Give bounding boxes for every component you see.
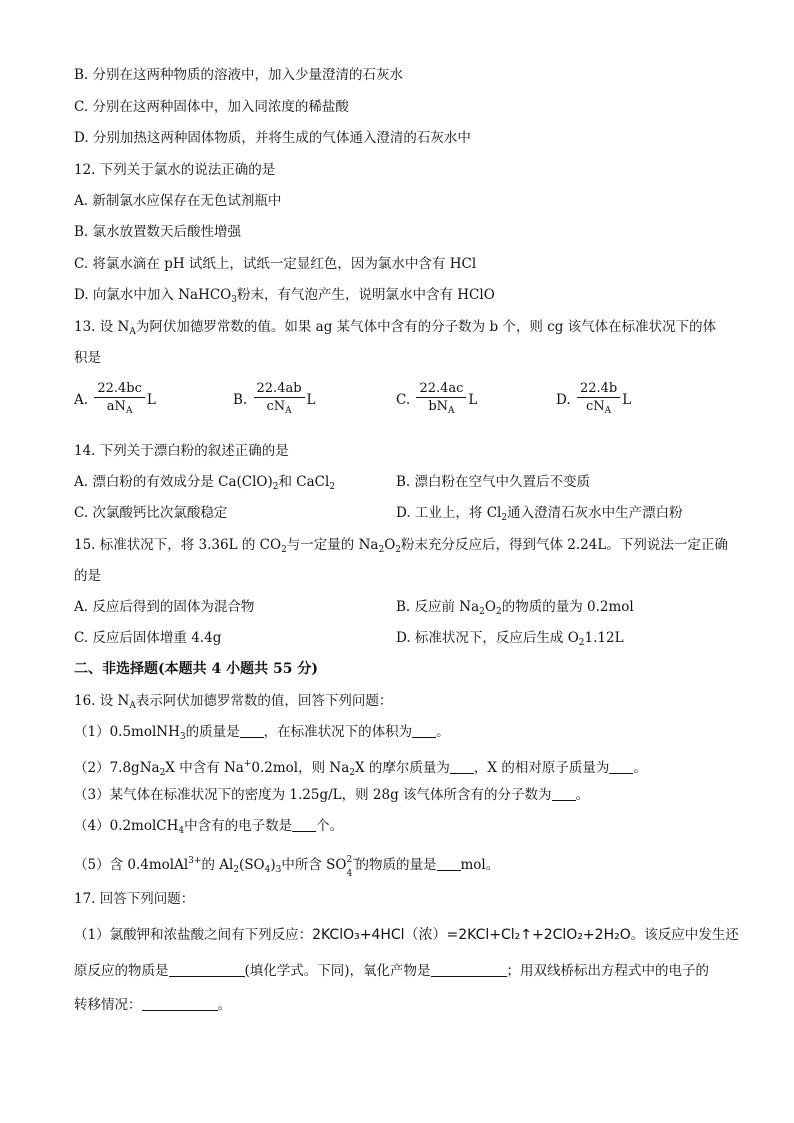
q13-stem-cont: 积是 xyxy=(74,350,101,366)
q13-option-d: D. $\frac{22.4b}{cN_A}$ L xyxy=(556,381,632,416)
q16-part-5: （5）含 0.4molAl$^{3+}$的 $Al_2(SO_4)_3$中所含 SO 2− 4 的物质的量是 mol。 xyxy=(74,854,500,879)
answer-blank[interactable] xyxy=(292,818,316,832)
q17-part-1-cont2: 转移情况： 。 xyxy=(74,997,231,1013)
q15-stem-cont: 的是 xyxy=(74,568,101,584)
q14-option-a: A. 漂白粉的有效成分是 $Ca(ClO)_2$和 CaCl$_2$ xyxy=(74,474,336,492)
q12-stem: 12. 下列关于氯水的说法正确的是 xyxy=(74,162,276,178)
q16-part-1: （1）0.5molNH$_3$的质量是 ，在标准状况下的体积为 。 xyxy=(74,724,450,742)
q15-option-d: D. 标准状况下，反应后生成 $O_21.12L$ xyxy=(396,630,624,648)
q16-part-3: （3）某气体在标准状况下的密度为 1.25g/L，则 28g 该气体所含有的分子数为 。 xyxy=(74,787,589,803)
q14-option-b: B. 漂白粉在空气中久置后不变质 xyxy=(396,474,591,490)
answer-blank[interactable] xyxy=(169,963,245,977)
q14-option-d: D. 工业上，将 $Cl_2$通入澄清石灰水中生产漂白粉 xyxy=(396,505,683,523)
q15-option-c: C. 反应后固体增重 4.4g xyxy=(74,630,222,646)
q11-option-b: B. 分别在这两种物质的溶液中，加入少量澄清的石灰水 xyxy=(74,67,404,83)
section-heading: 二、非选择题(本题共 4 小题共 55 分) xyxy=(74,661,318,677)
answer-blank[interactable] xyxy=(431,963,507,977)
q16-part-2: （2）7.8gNa$_2$X 中含有 Na+0.2mol，则 $Na_2X$ 的摩尔质量为 ，X 的相对原子质量为 。 xyxy=(74,759,647,778)
q11-option-d: D. 分别加热这两种固体物质，并将生成的气体通入澄清的石灰水中 xyxy=(74,130,471,146)
q12-option-d: D. 向氯水中加入 NaHCO$_3$粉末，有气泡产生，说明氯水中含有 HClO xyxy=(74,287,495,305)
answer-blank[interactable] xyxy=(142,997,218,1011)
answer-blank[interactable] xyxy=(609,760,633,774)
q13-option-a: A. $\frac{22.4bc}{aN_A}$ L xyxy=(74,381,156,416)
answer-blank[interactable] xyxy=(437,857,461,871)
answer-blank[interactable] xyxy=(240,724,264,738)
q15-stem: 15. 标准状况下，将 3.36L 的 $CO_2$与一定量的 $Na_2O_2$粉末充分反应后，得到气体 2.24L。下列说法一定正确 xyxy=(74,537,728,555)
answer-blank[interactable] xyxy=(450,760,474,774)
q12-option-b: B. 氯水放置数天后酸性增强 xyxy=(74,224,242,240)
q15-option-a: A. 反应后得到的固体为混合物 xyxy=(74,599,255,615)
q12-option-c: C. 将氯水滴在 pH 试纸上，试纸一定显红色，因为氯水中含有 HCl xyxy=(74,256,477,272)
q13-option-c: C. $\frac{22.4ac}{bN_A}$ L xyxy=(396,381,478,416)
q11-option-c: C. 分别在这两种固体中，加入同浓度的稀盐酸 xyxy=(74,99,349,115)
q15-option-b: B. 反应前 $Na_2O_2$的物质的量为 0.2mol xyxy=(396,599,634,617)
q16-stem: 16. 设 $N_A$表示阿伏加德罗常数的值，回答下列问题： xyxy=(74,693,393,711)
q12-option-a: A. 新制氯水应保存在无色试剂瓶中 xyxy=(74,193,282,209)
q13-option-b: B. $\frac{22.4ab}{cN_A}$ L xyxy=(233,381,316,416)
q17-stem: 17. 回答下列问题： xyxy=(74,891,195,907)
q17-part-1-cont: 原反应的物质是 (填化学式。下同)，氧化产物是 ；用双线桥标出方程式中的电子的 xyxy=(74,963,710,979)
q16-part-4: （4）0.2molCH$_4$中含有的电子数是 个。 xyxy=(74,818,344,836)
chemical-equation: 2KClO₃+4HCl（浓）=2KCl+Cl₂↑+2ClO₂+2H₂O xyxy=(312,927,631,943)
answer-blank[interactable] xyxy=(552,787,576,801)
answer-blank[interactable] xyxy=(412,724,436,738)
q13-stem: 13. 设 $N_A$为阿伏加德罗常数的值。如果 ag 某气体中含有的分子数为 b 个，则 cg 该气体在标准状况下的体 xyxy=(74,319,717,337)
q14-option-c: C. 次氯酸钙比次氯酸稳定 xyxy=(74,505,228,521)
q17-part-1: （1）氯酸钾和浓盐酸之间有下列反应：2KClO₃+4HCl（浓）=2KCl+Cl₂↑+2ClO₂+2H₂O。该反应中发生还 xyxy=(74,927,739,943)
q14-stem: 14. 下列关于漂白粉的叙述正确的是 xyxy=(74,443,289,459)
